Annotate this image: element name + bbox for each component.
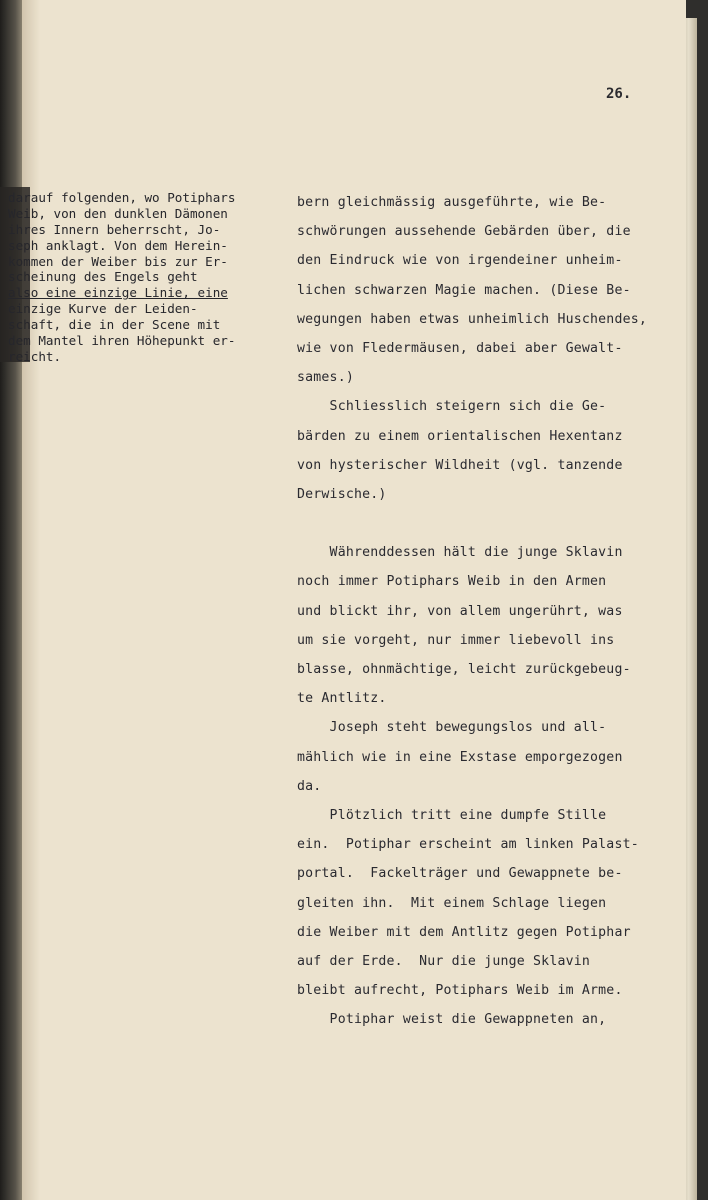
- right-line: te Antlitz.: [297, 691, 387, 707]
- left-line-underlined: also eine einzige Linie, eine: [8, 285, 228, 301]
- left-line: schaft, die in der Scene mit: [8, 317, 221, 333]
- left-line: darauf folgenden, wo Potiphars: [8, 190, 236, 205]
- right-line: Potiphar weist die Gewappneten an,: [297, 1012, 607, 1028]
- left-line: ihres Innern beherrscht, Jo-: [8, 221, 221, 237]
- right-line: sames.): [297, 370, 354, 386]
- right-column-text: [297, 188, 677, 1034]
- right-line: blasse, ohnmächtige, leicht zurückgebeug-: [297, 662, 631, 677]
- left-line: einzige Kurve der Leiden-: [8, 301, 198, 317]
- book-spine-shadow: [0, 0, 22, 1200]
- right-line: portal. Fackelträger und Gewappnete be-: [297, 866, 623, 882]
- right-line: wegungen haben etwas unheimlich Huschendes,: [297, 311, 648, 327]
- left-line: Weib, von den dunklen Dämonen: [8, 205, 228, 221]
- right-line: gleiten ihn. Mit einem Schlage liegen: [297, 895, 607, 911]
- right-line: mählich wie in eine Exstase emporgezogen: [297, 749, 623, 765]
- show-through-text: [62, 505, 292, 655]
- right-line: den Eindruck wie von irgendeiner unheim-: [297, 253, 623, 269]
- right-line: bärden zu einem orientalischen Hexentanz: [297, 428, 623, 444]
- right-line: die Weiber mit dem Antlitz gegen Potiphar: [297, 924, 631, 940]
- right-line: noch immer Potiphars Weib in den Armen: [297, 574, 607, 590]
- right-line: von hysterischer Wildheit (vgl. tanzende: [297, 457, 623, 473]
- right-line: und blickt ihr, von allem ungerührt, was: [297, 603, 623, 619]
- left-line: scheinung des Engels geht: [8, 269, 198, 285]
- right-line: lichen schwarzen Magie machen. (Diese Be-: [297, 282, 631, 298]
- right-line: um sie vorgeht, nur immer liebevoll ins: [297, 632, 615, 648]
- right-line: da.: [297, 778, 322, 794]
- right-line-blank: [297, 509, 677, 538]
- right-line: wie von Fledermäusen, dabei aber Gewalt-: [297, 340, 623, 356]
- right-line: bern gleichmässig ausgeführte, wie Be-: [297, 195, 607, 210]
- right-line: Währenddessen hält die junge Sklavin: [297, 545, 623, 561]
- right-line: bleibt aufrecht, Potiphars Weib im Arme.: [297, 983, 623, 999]
- right-line: Plötzlich tritt eine dumpfe Stille: [297, 807, 607, 823]
- left-line: dem Mantel ihren Höhepunkt er-: [8, 333, 236, 349]
- left-line: kommen der Weiber bis zur Er-: [8, 253, 228, 269]
- right-line: schwörungen aussehende Gebärden über, die: [297, 224, 631, 240]
- right-line: ein. Potiphar erscheint am linken Palast-: [297, 837, 639, 853]
- left-line: seph anklagt. Von dem Herein-: [8, 237, 228, 253]
- page-number: 26.: [606, 86, 632, 102]
- right-line: Joseph steht bewegungslos und all-: [297, 720, 607, 736]
- right-line: Derwische.): [297, 486, 387, 502]
- right-line: Schliesslich steigern sich die Ge-: [297, 399, 607, 415]
- left-column-text: [8, 190, 278, 365]
- left-line: reicht.: [8, 348, 62, 364]
- right-line: auf der Erde. Nur die junge Sklavin: [297, 953, 591, 969]
